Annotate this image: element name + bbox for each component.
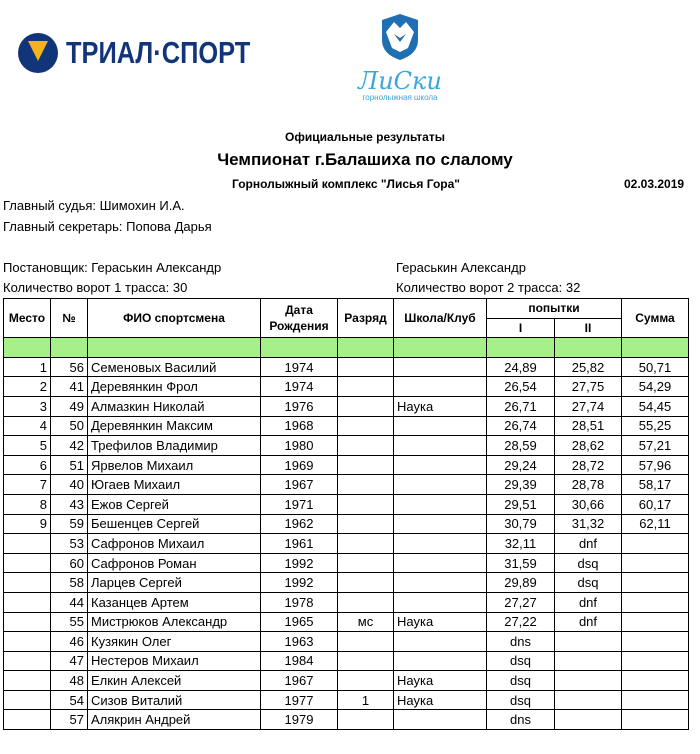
header-birth — [261, 299, 338, 338]
lisky-subtitle: горнолыжная школа — [362, 93, 438, 102]
lisky-brand-text: ЛиСки — [358, 67, 442, 95]
sum-cell: 62,11 — [622, 514, 689, 534]
place-cell: 8 — [4, 494, 51, 514]
chief-judge: Главный судья: Шимохин И.А. — [3, 198, 185, 213]
rank-cell: 1 — [338, 690, 394, 710]
place-cell: 6 — [4, 455, 51, 475]
run-1-cell: dns — [487, 632, 555, 652]
run-2-cell: 28,72 — [555, 455, 622, 475]
number-cell: 48 — [51, 671, 88, 691]
run-2-cell: 28,62 — [555, 436, 622, 456]
table-row — [4, 632, 689, 652]
sum-cell: 57,96 — [622, 455, 689, 475]
run-2-cell: dsq — [555, 553, 622, 573]
name-cell: Ларцев Сергей — [88, 573, 261, 593]
club-cell: Наука — [394, 690, 487, 710]
sum-cell — [622, 710, 689, 730]
club-cell — [394, 436, 487, 456]
run-2-cell — [555, 690, 622, 710]
number-cell: 57 — [51, 710, 88, 730]
name-cell: Сафронов Михаил — [88, 534, 261, 554]
club-cell — [394, 514, 487, 534]
birth-year-cell: 1992 — [261, 573, 338, 593]
table-row — [4, 553, 689, 573]
run-1-cell: 30,79 — [487, 514, 555, 534]
run-1-cell: 31,59 — [487, 553, 555, 573]
birth-year-cell: 1984 — [261, 651, 338, 671]
run-1-cell: dsq — [487, 690, 555, 710]
place-cell — [4, 534, 51, 554]
sum-cell — [622, 534, 689, 554]
place-cell: 9 — [4, 514, 51, 534]
name-cell: Мистрюков Александр — [88, 612, 261, 632]
rank-cell — [338, 553, 394, 573]
number-cell: 50 — [51, 416, 88, 436]
birth-year-cell: 1968 — [261, 416, 338, 436]
birth-year-cell: 1969 — [261, 455, 338, 475]
table-row — [4, 592, 689, 612]
number-cell: 54 — [51, 690, 88, 710]
header-attempts: попытки — [487, 299, 622, 319]
run-2-cell: 25,82 — [555, 357, 622, 377]
club-cell — [394, 651, 487, 671]
sum-cell — [622, 553, 689, 573]
birth-year-cell: 1967 — [261, 671, 338, 691]
table-row — [4, 690, 689, 710]
table-row — [4, 514, 689, 534]
sum-cell: 60,17 — [622, 494, 689, 514]
table-row — [4, 573, 689, 593]
rank-cell — [338, 651, 394, 671]
gates-run-1: Количество ворот 1 трасса: 30 — [3, 280, 188, 295]
chief-secretary: Главный секретарь: Попова Дарья — [3, 219, 212, 234]
number-cell: 49 — [51, 396, 88, 416]
run-2-cell: 28,78 — [555, 475, 622, 495]
run-2-cell: dnf — [555, 534, 622, 554]
table-row — [4, 651, 689, 671]
course-setter-2: Гераськин Александр — [396, 260, 526, 275]
birth-year-cell: 1971 — [261, 494, 338, 514]
sum-cell: 57,21 — [622, 436, 689, 456]
table-row — [4, 396, 689, 416]
run-2-cell: dsq — [555, 573, 622, 593]
run-1-cell: 26,54 — [487, 377, 555, 397]
birth-year-cell: 1979 — [261, 710, 338, 730]
rank-cell — [338, 416, 394, 436]
table-row — [4, 475, 689, 495]
results-table — [3, 298, 689, 730]
number-cell: 43 — [51, 494, 88, 514]
rank-cell — [338, 377, 394, 397]
sum-cell: 58,17 — [622, 475, 689, 495]
club-cell — [394, 377, 487, 397]
table-row — [4, 377, 689, 397]
venue-title: Горнолыжный комплекс "Лисья Гора" — [232, 177, 460, 191]
sum-cell — [622, 612, 689, 632]
place-cell — [4, 710, 51, 730]
number-cell: 51 — [51, 455, 88, 475]
number-cell: 53 — [51, 534, 88, 554]
birth-year-cell: 1967 — [261, 475, 338, 495]
run-1-cell: 27,27 — [487, 592, 555, 612]
rank-cell — [338, 436, 394, 456]
run-1-cell: 32,11 — [487, 534, 555, 554]
number-cell: 44 — [51, 592, 88, 612]
table-row — [4, 612, 689, 632]
header-run-2: II — [555, 318, 622, 338]
name-cell: Ярвелов Михаил — [88, 455, 261, 475]
place-cell — [4, 592, 51, 612]
club-cell — [394, 494, 487, 514]
rank-cell: мс — [338, 612, 394, 632]
name-cell: Кузякин Олег — [88, 632, 261, 652]
rank-cell — [338, 592, 394, 612]
club-cell — [394, 553, 487, 573]
rank-cell — [338, 396, 394, 416]
place-cell: 4 — [4, 416, 51, 436]
place-cell: 1 — [4, 357, 51, 377]
number-cell: 47 — [51, 651, 88, 671]
header-sum: Сумма — [622, 299, 689, 338]
name-cell: Деревянкин Фрол — [88, 377, 261, 397]
birth-year-cell: 1961 — [261, 534, 338, 554]
sum-cell — [622, 651, 689, 671]
place-cell: 2 — [4, 377, 51, 397]
number-cell: 59 — [51, 514, 88, 534]
name-cell: Елкин Алексей — [88, 671, 261, 691]
run-1-cell: 26,74 — [487, 416, 555, 436]
birth-year-cell: 1963 — [261, 632, 338, 652]
event-date: 02.03.2019 — [624, 177, 685, 191]
table-row — [4, 710, 689, 730]
club-cell — [394, 357, 487, 377]
run-2-cell: 30,66 — [555, 494, 622, 514]
run-2-cell: 31,32 — [555, 514, 622, 534]
run-2-cell — [555, 632, 622, 652]
club-cell — [394, 592, 487, 612]
number-cell: 40 — [51, 475, 88, 495]
club-cell: Наука — [394, 396, 487, 416]
club-cell — [394, 534, 487, 554]
run-2-cell — [555, 710, 622, 730]
birth-year-cell: 1965 — [261, 612, 338, 632]
name-cell: Казанцев Артем — [88, 592, 261, 612]
run-1-cell: 24,89 — [487, 357, 555, 377]
run-2-cell: 27,75 — [555, 377, 622, 397]
run-2-cell: dnf — [555, 612, 622, 632]
place-cell: 3 — [4, 396, 51, 416]
name-cell: Деревянкин Максим — [88, 416, 261, 436]
run-2-cell: 28,51 — [555, 416, 622, 436]
header-run-1: I — [487, 318, 555, 338]
results-heading: Официальные результаты — [285, 130, 445, 144]
run-1-cell: 29,39 — [487, 475, 555, 495]
name-cell: Алмазкин Николай — [88, 396, 261, 416]
name-cell: Югаев Михаил — [88, 475, 261, 495]
number-cell: 60 — [51, 553, 88, 573]
table-row — [4, 494, 689, 514]
birth-year-cell: 1992 — [261, 553, 338, 573]
birth-year-cell: 1980 — [261, 436, 338, 456]
run-1-cell: 28,59 — [487, 436, 555, 456]
number-cell: 58 — [51, 573, 88, 593]
run-1-cell: 26,71 — [487, 396, 555, 416]
number-cell: 55 — [51, 612, 88, 632]
rank-cell — [338, 357, 394, 377]
run-2-cell: dnf — [555, 592, 622, 612]
rank-cell — [338, 514, 394, 534]
sum-cell — [622, 573, 689, 593]
header-place: Место — [4, 299, 51, 338]
place-cell — [4, 632, 51, 652]
rank-cell — [338, 632, 394, 652]
header-club: Школа/Клуб — [394, 299, 487, 338]
rank-cell — [338, 475, 394, 495]
run-1-cell: 29,89 — [487, 573, 555, 593]
club-cell — [394, 455, 487, 475]
table-row — [4, 436, 689, 456]
rank-cell — [338, 455, 394, 475]
sum-cell — [622, 592, 689, 612]
trial-sport-logo-text: ТРИАЛ·СПОРТ — [66, 35, 251, 70]
club-cell — [394, 573, 487, 593]
number-cell: 56 — [51, 357, 88, 377]
lisky-logo — [346, 12, 454, 102]
sum-cell: 55,25 — [622, 416, 689, 436]
name-cell: Алякрин Андрей — [88, 710, 261, 730]
gates-run-2: Количество ворот 2 трасса: 32 — [396, 280, 581, 295]
fox-shield-icon — [378, 12, 422, 62]
separator-row — [4, 338, 689, 358]
name-cell: Семеновых Василий — [88, 357, 261, 377]
rank-cell — [338, 573, 394, 593]
name-cell: Нестеров Михаил — [88, 651, 261, 671]
rank-cell — [338, 494, 394, 514]
club-cell: Наука — [394, 671, 487, 691]
trial-sport-mark-icon — [18, 33, 58, 73]
run-2-cell: 27,74 — [555, 396, 622, 416]
header-rank: Разряд — [338, 299, 394, 338]
club-cell — [394, 475, 487, 495]
run-2-cell — [555, 651, 622, 671]
rank-cell — [338, 534, 394, 554]
header-birth-line1: Дата — [285, 303, 313, 318]
place-cell — [4, 573, 51, 593]
name-cell: Ежов Сергей — [88, 494, 261, 514]
name-cell: Трефилов Владимир — [88, 436, 261, 456]
run-1-cell: 29,24 — [487, 455, 555, 475]
number-cell: 46 — [51, 632, 88, 652]
birth-year-cell: 1976 — [261, 396, 338, 416]
birth-year-cell: 1974 — [261, 357, 338, 377]
name-cell: Бешенцев Сергей — [88, 514, 261, 534]
birth-year-cell: 1978 — [261, 592, 338, 612]
place-cell: 7 — [4, 475, 51, 495]
sum-cell — [622, 671, 689, 691]
birth-year-cell: 1974 — [261, 377, 338, 397]
club-cell — [394, 416, 487, 436]
rank-cell — [338, 671, 394, 691]
championship-title: Чемпионат г.Балашиха по слалому — [217, 150, 513, 169]
header-number: № — [51, 299, 88, 338]
number-cell: 41 — [51, 377, 88, 397]
run-1-cell: dns — [487, 710, 555, 730]
table-row — [4, 416, 689, 436]
place-cell — [4, 612, 51, 632]
sum-cell — [622, 632, 689, 652]
table-row — [4, 534, 689, 554]
place-cell — [4, 690, 51, 710]
run-1-cell: dsq — [487, 651, 555, 671]
club-cell: Наука — [394, 612, 487, 632]
place-cell — [4, 553, 51, 573]
place-cell: 5 — [4, 436, 51, 456]
birth-year-cell: 1962 — [261, 514, 338, 534]
header-birth-line2: Рождения — [269, 319, 329, 334]
club-cell — [394, 632, 487, 652]
club-cell — [394, 710, 487, 730]
sum-cell — [622, 690, 689, 710]
place-cell — [4, 671, 51, 691]
table-row — [4, 671, 689, 691]
name-cell: Сизов Виталий — [88, 690, 261, 710]
header-name: ФИО спортсмена — [88, 299, 261, 338]
number-cell: 42 — [51, 436, 88, 456]
run-1-cell: dsq — [487, 671, 555, 691]
sum-cell: 50,71 — [622, 357, 689, 377]
birth-year-cell: 1977 — [261, 690, 338, 710]
table-row — [4, 455, 689, 475]
run-2-cell — [555, 671, 622, 691]
trial-sport-logo — [18, 30, 291, 76]
run-1-cell: 27,22 — [487, 612, 555, 632]
run-1-cell: 29,51 — [487, 494, 555, 514]
sum-cell: 54,29 — [622, 377, 689, 397]
sum-cell: 54,45 — [622, 396, 689, 416]
table-row — [4, 357, 689, 377]
place-cell — [4, 651, 51, 671]
name-cell: Сафронов Роман — [88, 553, 261, 573]
rank-cell — [338, 710, 394, 730]
course-setter-1: Постановщик: Гераськин Александр — [3, 260, 222, 275]
